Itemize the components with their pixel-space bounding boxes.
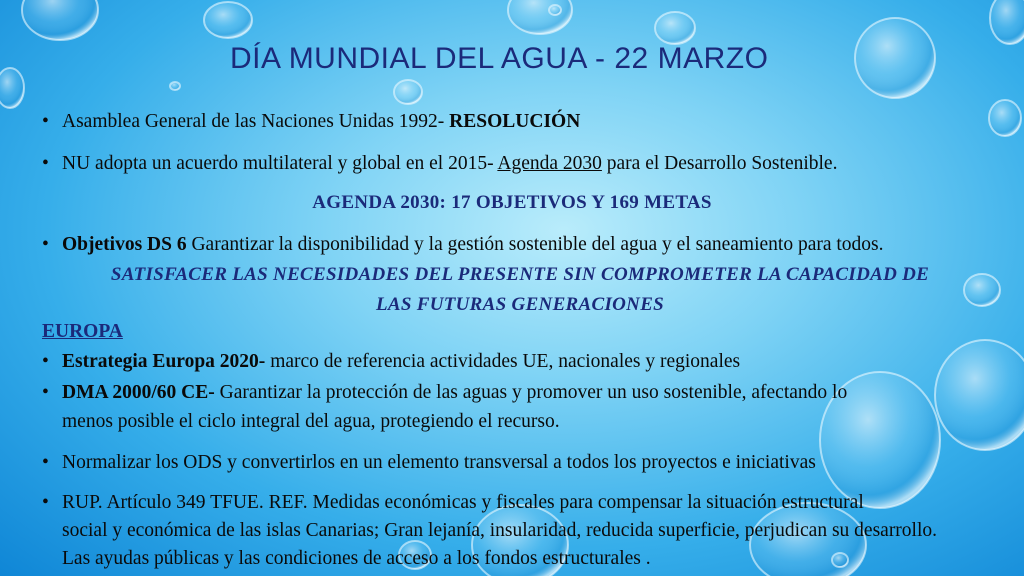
bullet-symbol: • <box>42 351 49 372</box>
europa-section-link[interactable]: EUROPA <box>42 321 123 342</box>
water-drop <box>22 0 98 40</box>
bullet-rup-line2: social y económica de las islas Canarias; Gran lejanía, insularidad, reducida superficie, perjudican su desarrollo. <box>62 520 938 541</box>
water-drop <box>0 68 24 108</box>
bullet-asamblea: • Asamblea General de las Naciones Unidas 1992- RESOLUCIÓN <box>42 111 581 132</box>
bullet-dma: • DMA 2000/60 CE- Garantizar la protección de las aguas y promover un uso sostenible, afectando lo <box>42 382 848 403</box>
bullet-symbol: • <box>42 234 49 255</box>
quote-line-2: LAS FUTURAS GENERACIONES <box>375 294 665 315</box>
water-drop <box>655 12 695 44</box>
bullet-rup: • RUP. Artículo 349 TFUE. REF. Medidas económicas y fiscales para compensar la situación estructural <box>42 492 864 513</box>
agenda-2030-link[interactable]: Agenda 2030 <box>497 153 602 174</box>
bullet-symbol: • <box>42 492 49 513</box>
agenda-subheading: AGENDA 2030: 17 OBJETIVOS Y 169 METAS <box>312 192 712 213</box>
resolucion-text: RESOLUCIÓN <box>449 111 581 132</box>
bullet-symbol: • <box>42 382 49 403</box>
bullet-normalizar: • Normalizar los ODS y convertirlos en un elemento transversal a todos los proyectos e iniciativas <box>42 452 816 473</box>
bullet-objetivos: • Objetivos DS 6 Garantizar la disponibilidad y la gestión sostenible del agua y el saneamiento para todos. <box>42 234 884 255</box>
bullet-symbol: • <box>42 111 49 132</box>
bullet-symbol: • <box>42 153 49 174</box>
bullet-dma-line2: menos posible el ciclo integral del agua, protegiendo el recurso. <box>62 411 560 432</box>
slide-title: DÍA MUNDIAL DEL AGUA - 22 MARZO <box>230 42 769 75</box>
water-drop <box>990 0 1024 44</box>
bullet-nu-adopta: • NU adopta un acuerdo multilateral y global en el 2015- Agenda 2030 para el Desarrollo Sostenible. <box>42 153 838 174</box>
bullet-symbol: • <box>42 452 49 473</box>
quote-line-1: SATISFACER LAS NECESIDADES DEL PRESENTE SIN COMPROMETER LA CAPACIDAD DE <box>110 264 930 285</box>
water-drop <box>508 0 572 34</box>
water-drop <box>855 18 935 98</box>
water-drop <box>989 100 1021 136</box>
water-drop <box>170 82 180 90</box>
bullet-rup-line3: Las ayudas públicas y las condiciones de acceso a los fondos estructurales . <box>62 548 651 569</box>
water-drop <box>549 5 561 15</box>
bullet-estrategia: • Estrategia Europa 2020- marco de referencia actividades UE, nacionales y regionales <box>42 351 741 372</box>
water-drop <box>394 80 422 104</box>
water-drop <box>204 2 252 38</box>
water-drop <box>935 340 1024 450</box>
water-drop <box>832 553 848 567</box>
